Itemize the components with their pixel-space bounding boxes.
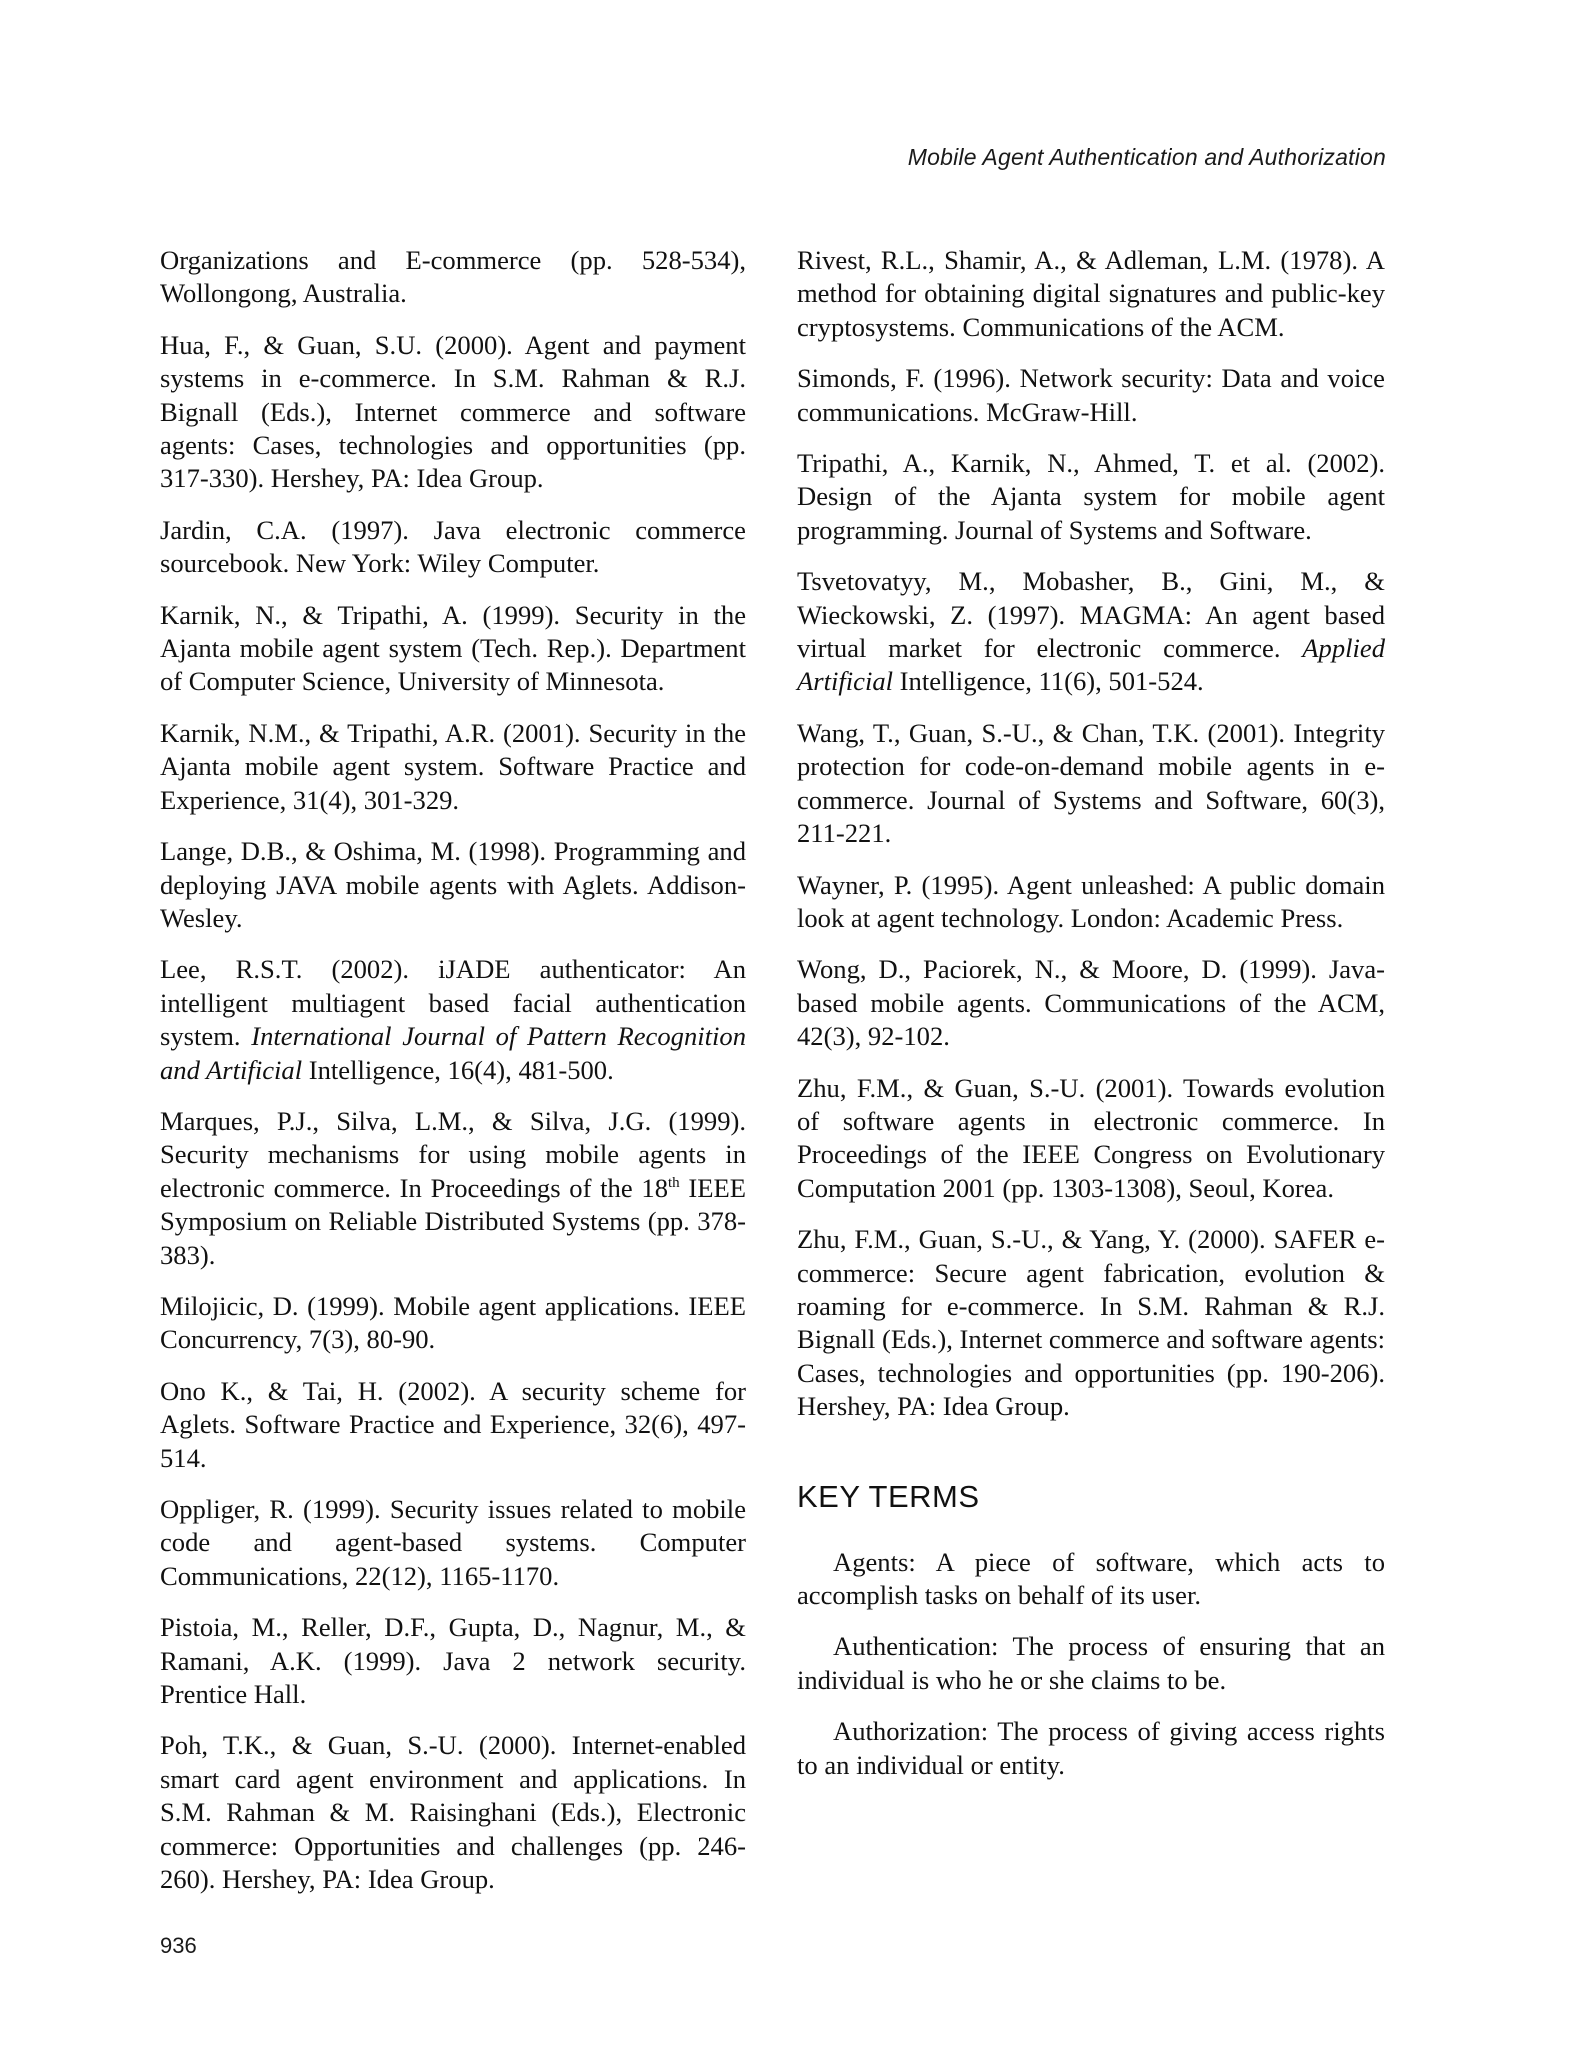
journal-title-italic: Applied Artificial — [797, 633, 1385, 697]
reference-entry: Rivest, R.L., Shamir, A., & Adleman, L.M. (1978). A method for obtaining digital signatures and public-key cryptosystems. Communications of the ACM. — [797, 245, 1385, 342]
key-term-entry — [797, 1630, 1385, 1697]
reference-entry: Poh, T.K., & Guan, S.-U. (2000). Internet-enabled smart card agent environment and applications. In S.M. Rahman & M. Raisinghani (Eds.), Electronic commerce: Opportunities and challenges (pp. 246-260). Hershey, PA: Idea Group. — [160, 1730, 746, 1895]
reference-entry — [160, 953, 746, 1087]
reference-entry: Karnik, N., & Tripathi, A. (1999). Security in the Ajanta mobile agent system (Tech. Rep.). Department of Computer Science, University of Minnesota. — [160, 599, 746, 697]
reference-entry: Oppliger, R. (1999). Security issues related to mobile code and agent-based systems. Computer Communications, 22(12), 1165-1170. — [160, 1494, 746, 1591]
reference-entry: Wong, D., Paciorek, N., & Moore, D. (1999). Java-based mobile agents. Communications of the ACM, 42(3), 92-102. — [797, 954, 1385, 1052]
key-term-label: Authorization: — [833, 1716, 989, 1747]
reference-entry: Pistoia, M., Reller, D.F., Gupta, D., Nagnur, M., & Ramani, A.K. (1999). Java 2 network security. Prentice Hall. — [160, 1612, 746, 1710]
key-term-label: Authentication: — [833, 1631, 999, 1662]
reference-text: Lee, R.S.T. (2002). iJADE authenticator: An intelligent multiagent based facial authentication system. — [160, 954, 746, 1052]
reference-entry: Wayner, P. (1995). Agent unleashed: A public domain look at agent technology. London: Academic Press. — [797, 869, 1385, 933]
reference-entry: Organizations and E-commerce (pp. 528-534), Wollongong, Australia. — [160, 245, 746, 309]
key-term-entry — [797, 1546, 1385, 1613]
key-term-definition: The process of giving access rights to an individual or entity. — [797, 1716, 1385, 1780]
reference-entry: Milojicic, D. (1999). Mobile agent applications. IEEE Concurrency, 7(3), 80-90. — [160, 1290, 746, 1355]
reference-entry: Karnik, N.M., & Tripathi, A.R. (2001). Security in the Ajanta mobile agent system. Software Practice and Experience, 31(4), 301-329. — [160, 717, 746, 815]
reference-entry: Zhu, F.M., Guan, S.-U., & Yang, Y. (2000). SAFER e-commerce: Secure agent fabrication, evolution & roaming for e-commerce. In S.M. Rahman & R.J. Bignall (Eds.), Internet commerce and software agents: Cases, technologies and opportunities (pp. 190-206). Hershey, PA: Idea Group. — [797, 1224, 1385, 1422]
page-number: 936 — [160, 1933, 197, 1958]
reference-text: Marques, P.J., Silva, L.M., & Silva, J.G. (1999). Security mechanisms for using mobile agents in electronic commerce. In Proceedings of the 18 — [160, 1105, 746, 1203]
running-header-title: Mobile Agent Authentication and Authorization — [907, 144, 1386, 170]
reference-entry: Zhu, F.M., & Guan, S.-U. (2001). Towards evolution of software agents in electronic commerce. In Proceedings of the IEEE Congress on Evolutionary Computation 2001 (pp. 1303-1308), Seoul, Korea. — [797, 1072, 1385, 1203]
reference-entry — [160, 1105, 746, 1272]
reference-entry: Wang, T., Guan, S.-U., & Chan, T.K. (2001). Integrity protection for code-on-demand mobile agents in e-commerce. Journal of Systems and Software, 60(3), 211-221. — [797, 717, 1385, 849]
key-term-definition: The process of ensuring that an individual is who he or she claims to be. — [797, 1631, 1385, 1695]
reference-entry: Simonds, F. (1996). Network security: Data and voice communications. McGraw-Hill. — [797, 363, 1385, 427]
right-column-references — [797, 244, 1385, 1800]
key-term-label: Agents: — [833, 1546, 916, 1577]
left-column-references — [160, 244, 746, 1914]
reference-entry: Jardin, C.A. (1997). Java electronic commerce sourcebook. New York: Wiley Computer. — [160, 514, 746, 579]
reference-entry — [797, 565, 1385, 699]
key-term-entry — [797, 1715, 1385, 1782]
reference-entry: Lange, D.B., & Oshima, M. (1998). Programming and deploying JAVA mobile agents with Aglets. Addison-Wesley. — [160, 836, 746, 933]
reference-text: IEEE Symposium on Reliable Distributed Systems (pp. 378-383). — [160, 1172, 746, 1270]
journal-title-italic: International Journal of Pattern Recognition and Artificial — [160, 1021, 747, 1085]
ordinal-superscript: th — [668, 1174, 680, 1191]
reference-text: Intelligence, 11(6), 501-524. — [893, 666, 1204, 697]
key-term-definition: A piece of software, which acts to accomplish tasks on behalf of its user. — [797, 1546, 1385, 1610]
reference-entry: Hua, F., & Guan, S.U. (2000). Agent and payment systems in e-commerce. In S.M. Rahman & R.J. Bignall (Eds.), Internet commerce and software agents: Cases, technologies and opportunities (pp. 317-330). Hershey, PA: Idea Group. — [160, 329, 746, 494]
reference-entry: Tripathi, A., Karnik, N., Ahmed, T. et al. (2002). Design of the Ajanta system for mobile agent programming. Journal of Systems and Software. — [797, 448, 1385, 545]
key-terms-heading: KEY TERMS — [797, 1478, 980, 1514]
reference-entry: Ono K., & Tai, H. (2002). A security scheme for Aglets. Software Practice and Experience, 32(6), 497-514. — [160, 1375, 746, 1473]
reference-text: Intelligence, 16(4), 481-500. — [302, 1054, 614, 1085]
reference-text: Tsvetovatyy, M., Mobasher, B., Gini, M., & Wieckowski, Z. (1997). MAGMA: An agent based virtual market for electronic commerce. — [797, 566, 1385, 664]
